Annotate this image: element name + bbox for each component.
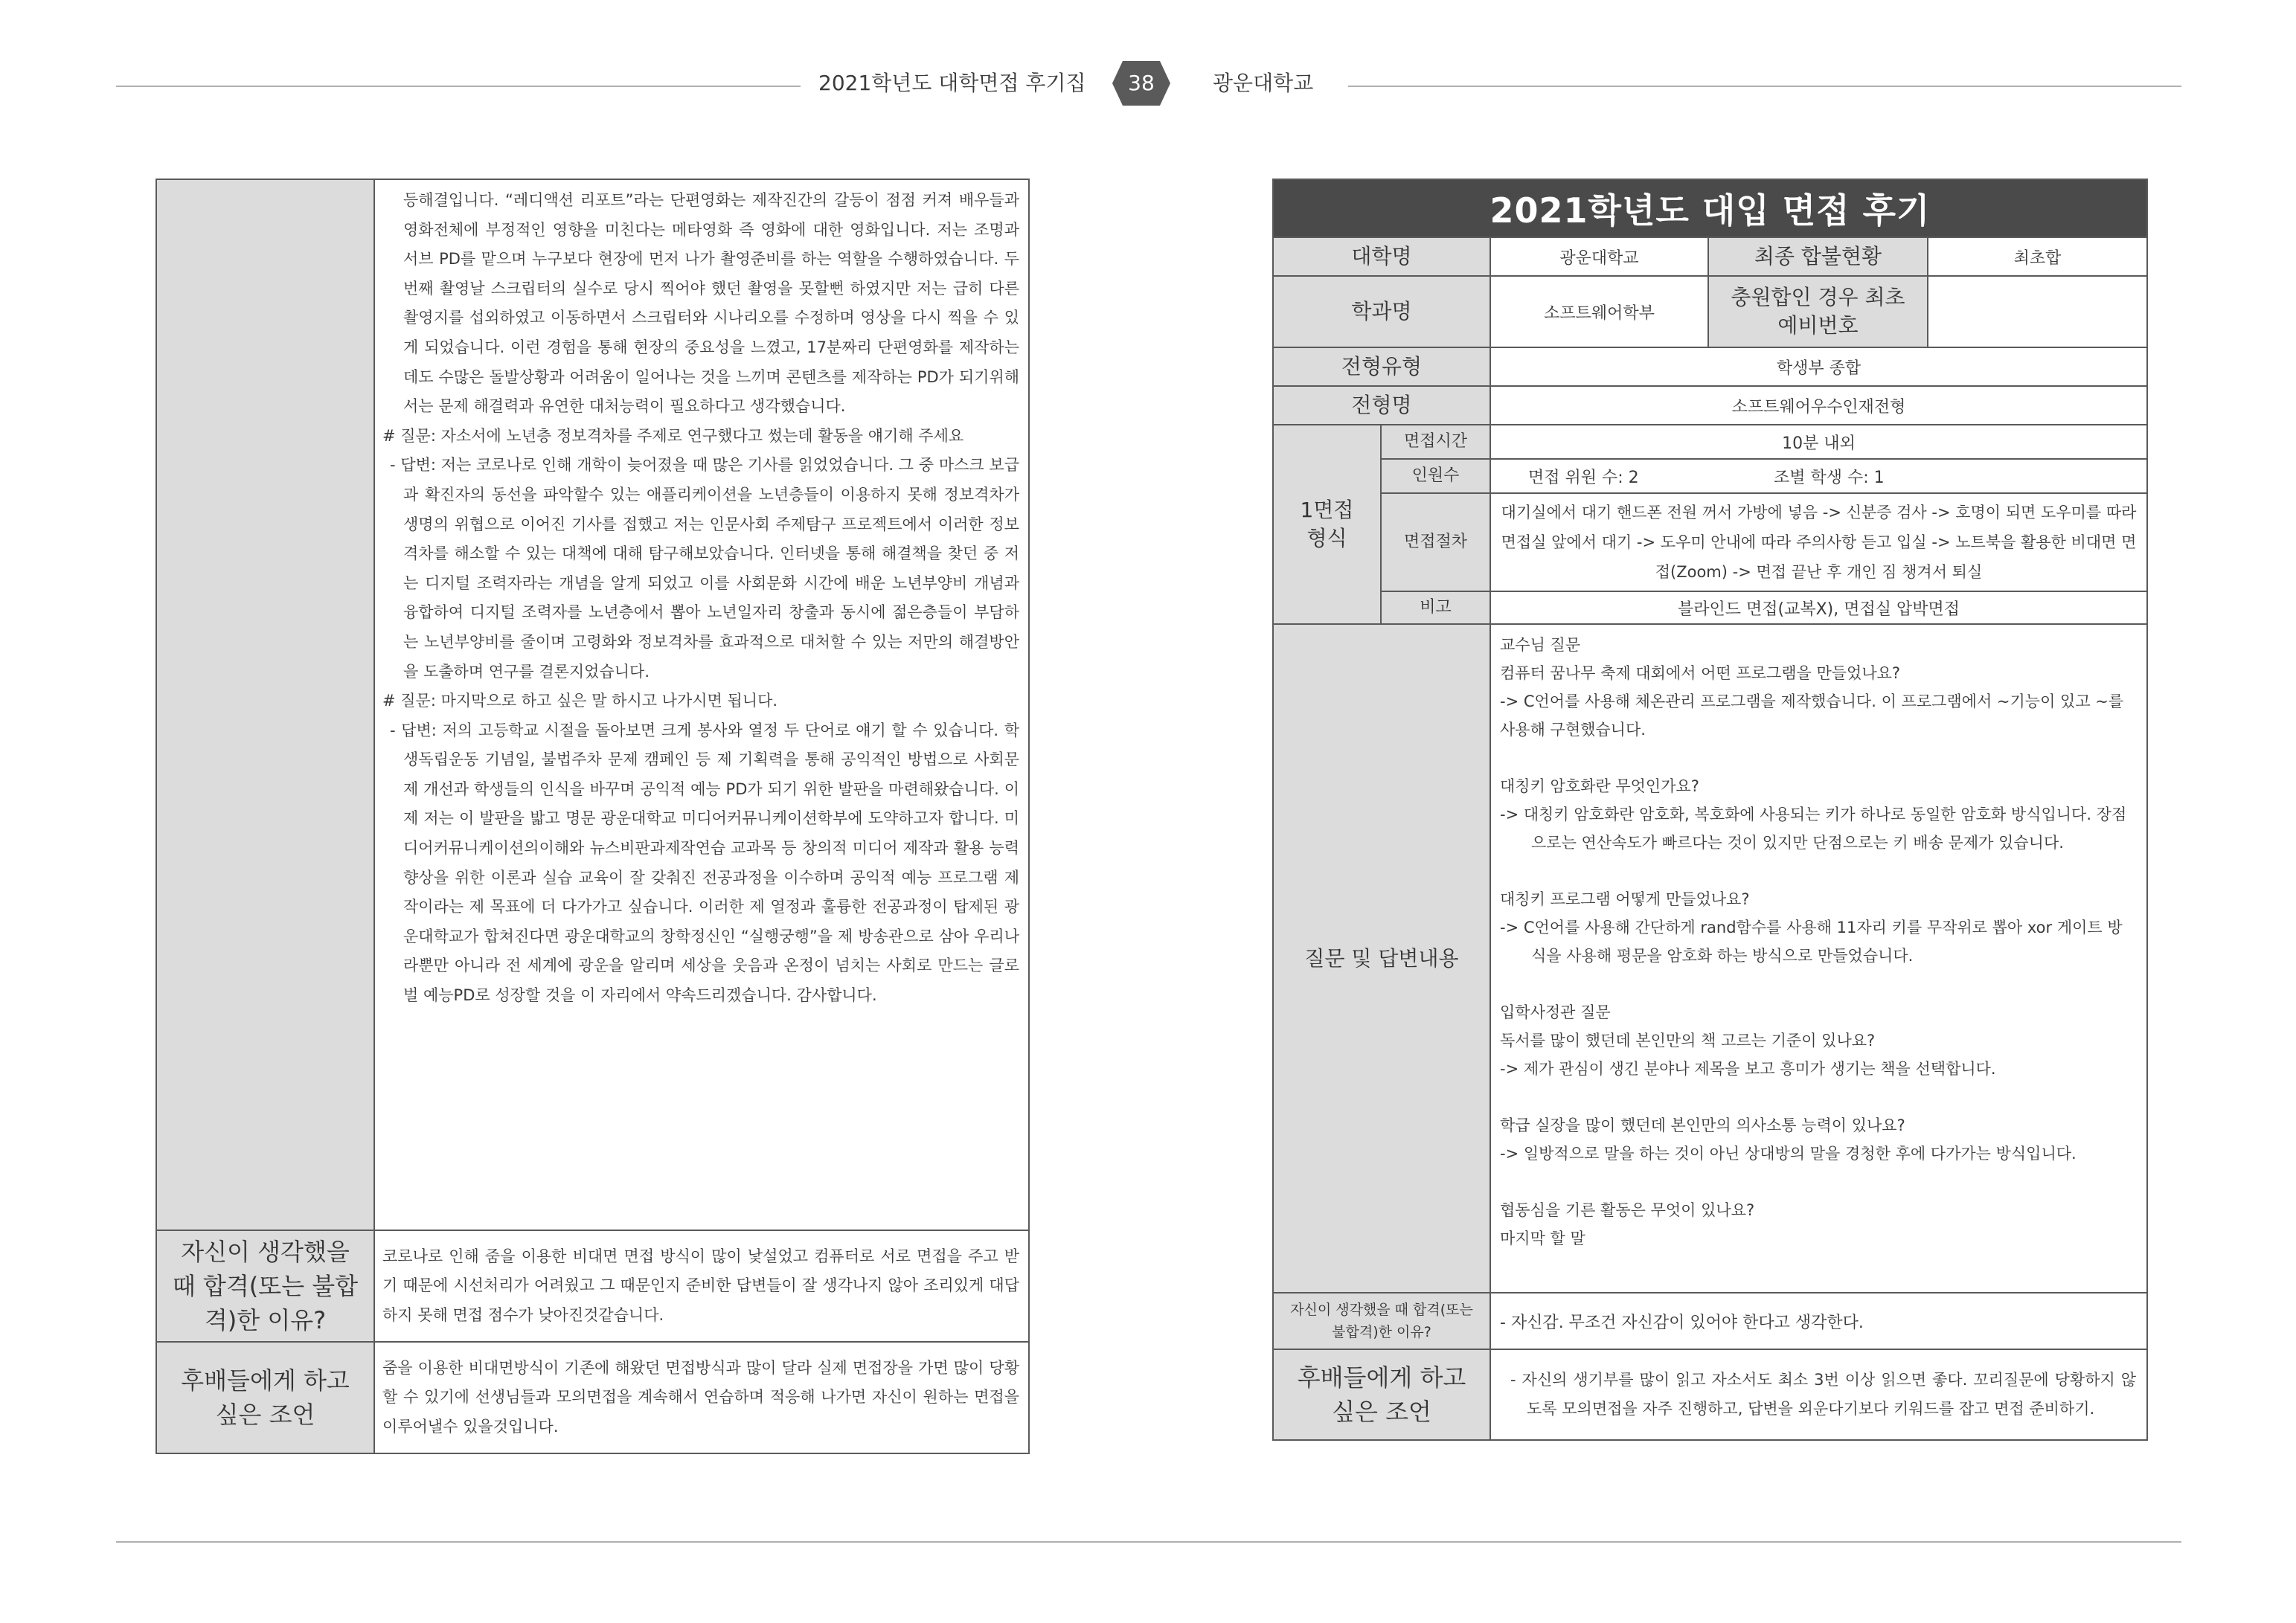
continuation-row (156, 179, 1029, 1230)
reason-row (156, 1230, 1029, 1342)
time-label: 면접시간 (1381, 425, 1490, 459)
time-row (1273, 425, 2147, 459)
qa-line: 협동심을 기른 활동은 무엇이 있나요? (1500, 1201, 1755, 1219)
people-row (1273, 459, 2147, 493)
procedure-row (1273, 493, 2147, 591)
qa-line: 대칭키 암호화란 무엇인가요? (1500, 777, 1699, 795)
table-title: 2021학년도 대입 면접 후기 (1273, 179, 2147, 237)
time-value: 10분 내외 (1490, 425, 2147, 459)
qa-line: -> C언어를 사용해 간단하게 rand함수를 사용해 11자리 키를 무작위로 뽑아 xor 게이트 방식을 사용해 평문을 암호화 하는 방식으로 만들었습니다. (1500, 919, 2123, 965)
univ-value: 광운대학교 (1490, 237, 1708, 276)
admission-name-row (1273, 386, 2147, 425)
continuation-text-cell (374, 179, 1029, 1230)
note-label: 비고 (1381, 591, 1490, 624)
format-label: 1면접 형식 (1273, 425, 1381, 624)
qa-spacer (1500, 1168, 2136, 1196)
qa-line: -> 대칭키 암호화란 암호화, 복호화에 사용되는 키가 하나로 동일한 암호화 방식입니다. 장점으로는 연산속도가 빠르다는 것이 있지만 단점으로는 키 배송 문제가 있습니다. (1500, 806, 2127, 852)
qa-content (1490, 624, 2147, 1293)
qa-row (1273, 624, 2147, 1293)
qa-line: 마지막 할 말 (1500, 1230, 1585, 1247)
admission-name-label: 전형명 (1273, 386, 1490, 425)
people-value (1490, 459, 2147, 493)
left-review-table (155, 179, 1030, 1454)
waitlist-label: 충원합인 경우 최초예비번호 (1708, 276, 1928, 347)
procedure-value: 대기실에서 대기 핸드폰 전원 꺼서 가방에 넣음 -> 신분증 검사 -> 호명이 되면 도우미를 따라 면접실 앞에서 대기 -> 도우미 안내에 따라 주의사항 듣고 입실 -> 노트북을 활용한 비대면 면접(Zoom) -> 면접 끝난 후 개인 짐 챙겨서 퇴실 (1490, 493, 2147, 591)
procedure-label: 면접절차 (1381, 493, 1490, 591)
qa-spacer (1500, 857, 2136, 885)
page-number-badge (1112, 61, 1170, 106)
advice-row-right (1273, 1349, 2147, 1440)
qa-line: 학급 실장을 많이 했던데 본인만의 의사소통 능력이 있나요? (1500, 1116, 1905, 1134)
reason-text: 코로나로 인해 줌을 이용한 비대면 면접 방식이 많이 낯설었고 컴퓨터로 서로 면접을 주고 받기 때문에 시선처리가 어려웠고 그 때문인지 준비한 답변들이 잘 생각나지 않아 조리있게 대답하지 못해 면접 점수가 낮아진것같습니다. (374, 1230, 1029, 1342)
page-number: 38 (1128, 71, 1155, 95)
qa-line: 컴퓨터 꿈나무 축제 대회에서 어떤 프로그램을 만들었나요? (1500, 664, 1901, 682)
university-name: 광운대학교 (1213, 71, 1314, 95)
qa-spacer (1500, 744, 2136, 772)
continuation-label-cell (156, 179, 374, 1230)
right-review-table (1272, 179, 2148, 1441)
admission-name-value: 소프트웨어우수인재전형 (1490, 386, 2147, 425)
continuation-paragraph: 등해결입니다. “레디액션 리포트”라는 단편영화는 제작진간의 갈등이 점점 커져 배우들과 영화전체에 부정적인 영향을 미친다는 메타영화 즉 영화에 대한 영화입니다. 저는 조명과 서브 PD를 맡으며 누구보다 현장에 먼저 나가 촬영준비를 하는 역할을 수행하였습니다. 두 번째 촬영날 스크립터의 실수로 당시 찍어야 했던 촬영을 못할뻔 하였지만 저는 급히 다른 촬영지를 섭외하였고 이동하면서 스크립터와 시나리오를 수정하며 영상을 다시 찍을 수 있게 되었습니다. 이런 경험을 통해 현장의 중요성을 느꼈고, 17분짜리 단편영화를 제작하는 데도 수많은 돌발상황과 어려움이 일어나는 것을 느끼며 콘텐츠를 제작하는 PD가 되기위해서는 문제 해결력과 유연한 대처능력이 필요하다고 생각했습니다. (403, 191, 1019, 416)
dept-label: 학과명 (1273, 276, 1490, 347)
qa-line: 대칭키 프로그램 어떻게 만들었나요? (1500, 890, 1750, 908)
question-3: # 질문: 마지막으로 하고 싶은 말 하시고 나가시면 됩니다. (382, 692, 778, 710)
note-value: 블라인드 면접(교복X), 면접실 압박면접 (1490, 591, 2147, 624)
qa-label: 질문 및 답변내용 (1273, 624, 1490, 1293)
qa-line: -> C언어를 사용해 체온관리 프로그램을 제작했습니다. 이 프로그램에서 ~기능이 있고 ~를 사용해 구현했습니다. (1500, 692, 2124, 739)
waitlist-value (1928, 276, 2147, 347)
header-rule-right (1348, 86, 2181, 87)
qa-spacer (1500, 1083, 2136, 1111)
note-row (1273, 591, 2147, 624)
univ-row (1273, 237, 2147, 276)
answer-3: - 답변: 저의 고등학교 시절을 돌아보면 크게 봉사와 열정 두 단어로 얘기 할 수 있습니다. 학생독립운동 기념일, 불법주차 문제 캠페인 등 제 기획력을 통해 공익적인 방법으로 사회문제 개선과 학생들의 인식을 바꾸며 공익적 예능 PD가 되기 위한 발판을 마련해왔습니다. 이제 저는 이 발판을 밟고 명문 광운대학교 미디어커뮤니케이션학부에 도약하고자 합니다. 미디어커뮤니케이션의이해와 뉴스비판과제작연습 교과목 등 창의적 미디어 제작과 활용 능력 향상을 위한 이론과 실습 교육이 잘 갖춰진 전공과정을 이수하며 공익적 예능 프로그램 제작이라는 제 목표에 더 다가가고 싶습니다. 이러한 제 열정과 훌륭한 전공과정이 탑제된 광운대학교가 합쳐진다면 광운대학교의 창학정신인 “실행궁행”을 제 방송관으로 삼아 우리나라뿐만 아니라 전 세계에 광운을 알리며 세상을 웃음과 온정이 넘치는 사회로 만드는 글로벌 예능PD로 성장할 것을 이 자리에서 약속드리겠습니다. 감사합니다. (390, 721, 1019, 1005)
type-label: 전형유형 (1273, 347, 1490, 386)
dept-value: 소프트웨어학부 (1490, 276, 1708, 347)
advice-text-right: - 자신의 생기부를 많이 읽고 자소서도 최소 3번 이상 읽으면 좋다. 꼬리질문에 당황하지 않도록 모의면접을 자주 진행하고, 답변을 외운다기보다 키워드를 잡고 면접 준비하기. (1490, 1349, 2147, 1440)
qa-spacer (1500, 970, 2136, 998)
type-value: 학생부 종합 (1490, 347, 2147, 386)
book-title: 2021학년도 대학면접 후기집 (818, 71, 1086, 95)
qa-line: 독서를 많이 했던데 본인만의 책 고르는 기준이 있나요? (1500, 1032, 1876, 1050)
answer-2: - 답변: 저는 코로나로 인해 개학이 늦어졌을 때 많은 기사를 읽었었습니다. 그 중 마스크 보급과 확진자의 동선을 파악할수 있는 애플리케이션을 노년층들이 이용하지 못해 정보격차가 생명의 위협으로 이어진 기사를 접했고 저는 인문사회 주제탐구 프로젝트에서 이러한 정보격차를 해소할 수 있는 대책에 대해 탐구해보았습니다. 인터넷을 통해 해결책을 찾던 중 저는 디지털 조력자라는 개념을 알게 되었고 이를 사회문화 시간에 배운 노년부양비 개념과 융합하여 디지털 조력자를 노년층에서 뽑아 노년일자리 창출과 동시에 젊은층들이 부담하는 노년부양비를 줄이며 고령화와 정보격차를 효과적으로 대처할 수 있는 저만의 해결방안을 도출하며 연구를 결론지었습니다. (390, 456, 1019, 681)
reason-text-right: - 자신감. 무조건 자신감이 있어야 한다고 생각한다. (1490, 1293, 2147, 1349)
reason-label: 자신이 생각했을 때 합격(또는 불합격)한 이유? (156, 1230, 374, 1342)
reason-label-right: 자신이 생각했을 때 합격(또는 불합격)한 이유? (1273, 1293, 1490, 1349)
qa-line: -> 일방적으로 말을 하는 것이 아닌 상대방의 말을 경청한 후에 다가가는 방식입니다. (1500, 1145, 2077, 1163)
reason-row-right (1273, 1293, 2147, 1349)
students-count: 조별 학생 수: 1 (1774, 468, 1885, 487)
title-row (1273, 179, 2147, 237)
question-2: # 질문: 자소서에 노년층 정보격차를 주제로 연구했다고 썼는데 활동을 얘기해 주세요 (382, 426, 964, 445)
advice-label: 후배들에게 하고 싶은 조언 (156, 1342, 374, 1453)
interviewers-count: 면접 위원 수: 2 (1528, 468, 1639, 487)
qa-line: 입학사정관 질문 (1500, 1003, 1611, 1021)
footer-rule (116, 1541, 2181, 1543)
advice-text: 줌을 이용한 비대면방식이 기존에 해왔던 면접방식과 많이 달라 실제 면접장을 가면 많이 당황할 수 있기에 선생님들과 모의면접을 계속해서 연습하며 적응해 나가면 자신이 원하는 면접을 이루어낼수 있을것입니다. (374, 1342, 1029, 1453)
qa-line: -> 제가 관심이 생긴 분야나 제목을 보고 흥미가 생기는 책을 선택합니다. (1500, 1060, 1996, 1078)
people-label: 인원수 (1381, 459, 1490, 493)
univ-label: 대학명 (1273, 237, 1490, 276)
advice-row (156, 1342, 1029, 1453)
dept-row (1273, 276, 2147, 347)
result-value: 최초합 (1928, 237, 2147, 276)
advice-label-right: 후배들에게 하고 싶은 조언 (1273, 1349, 1490, 1440)
result-label: 최종 합불현황 (1708, 237, 1928, 276)
type-row (1273, 347, 2147, 386)
header-rule-left (116, 86, 801, 87)
qa-line: 교수님 질문 (1500, 636, 1581, 654)
